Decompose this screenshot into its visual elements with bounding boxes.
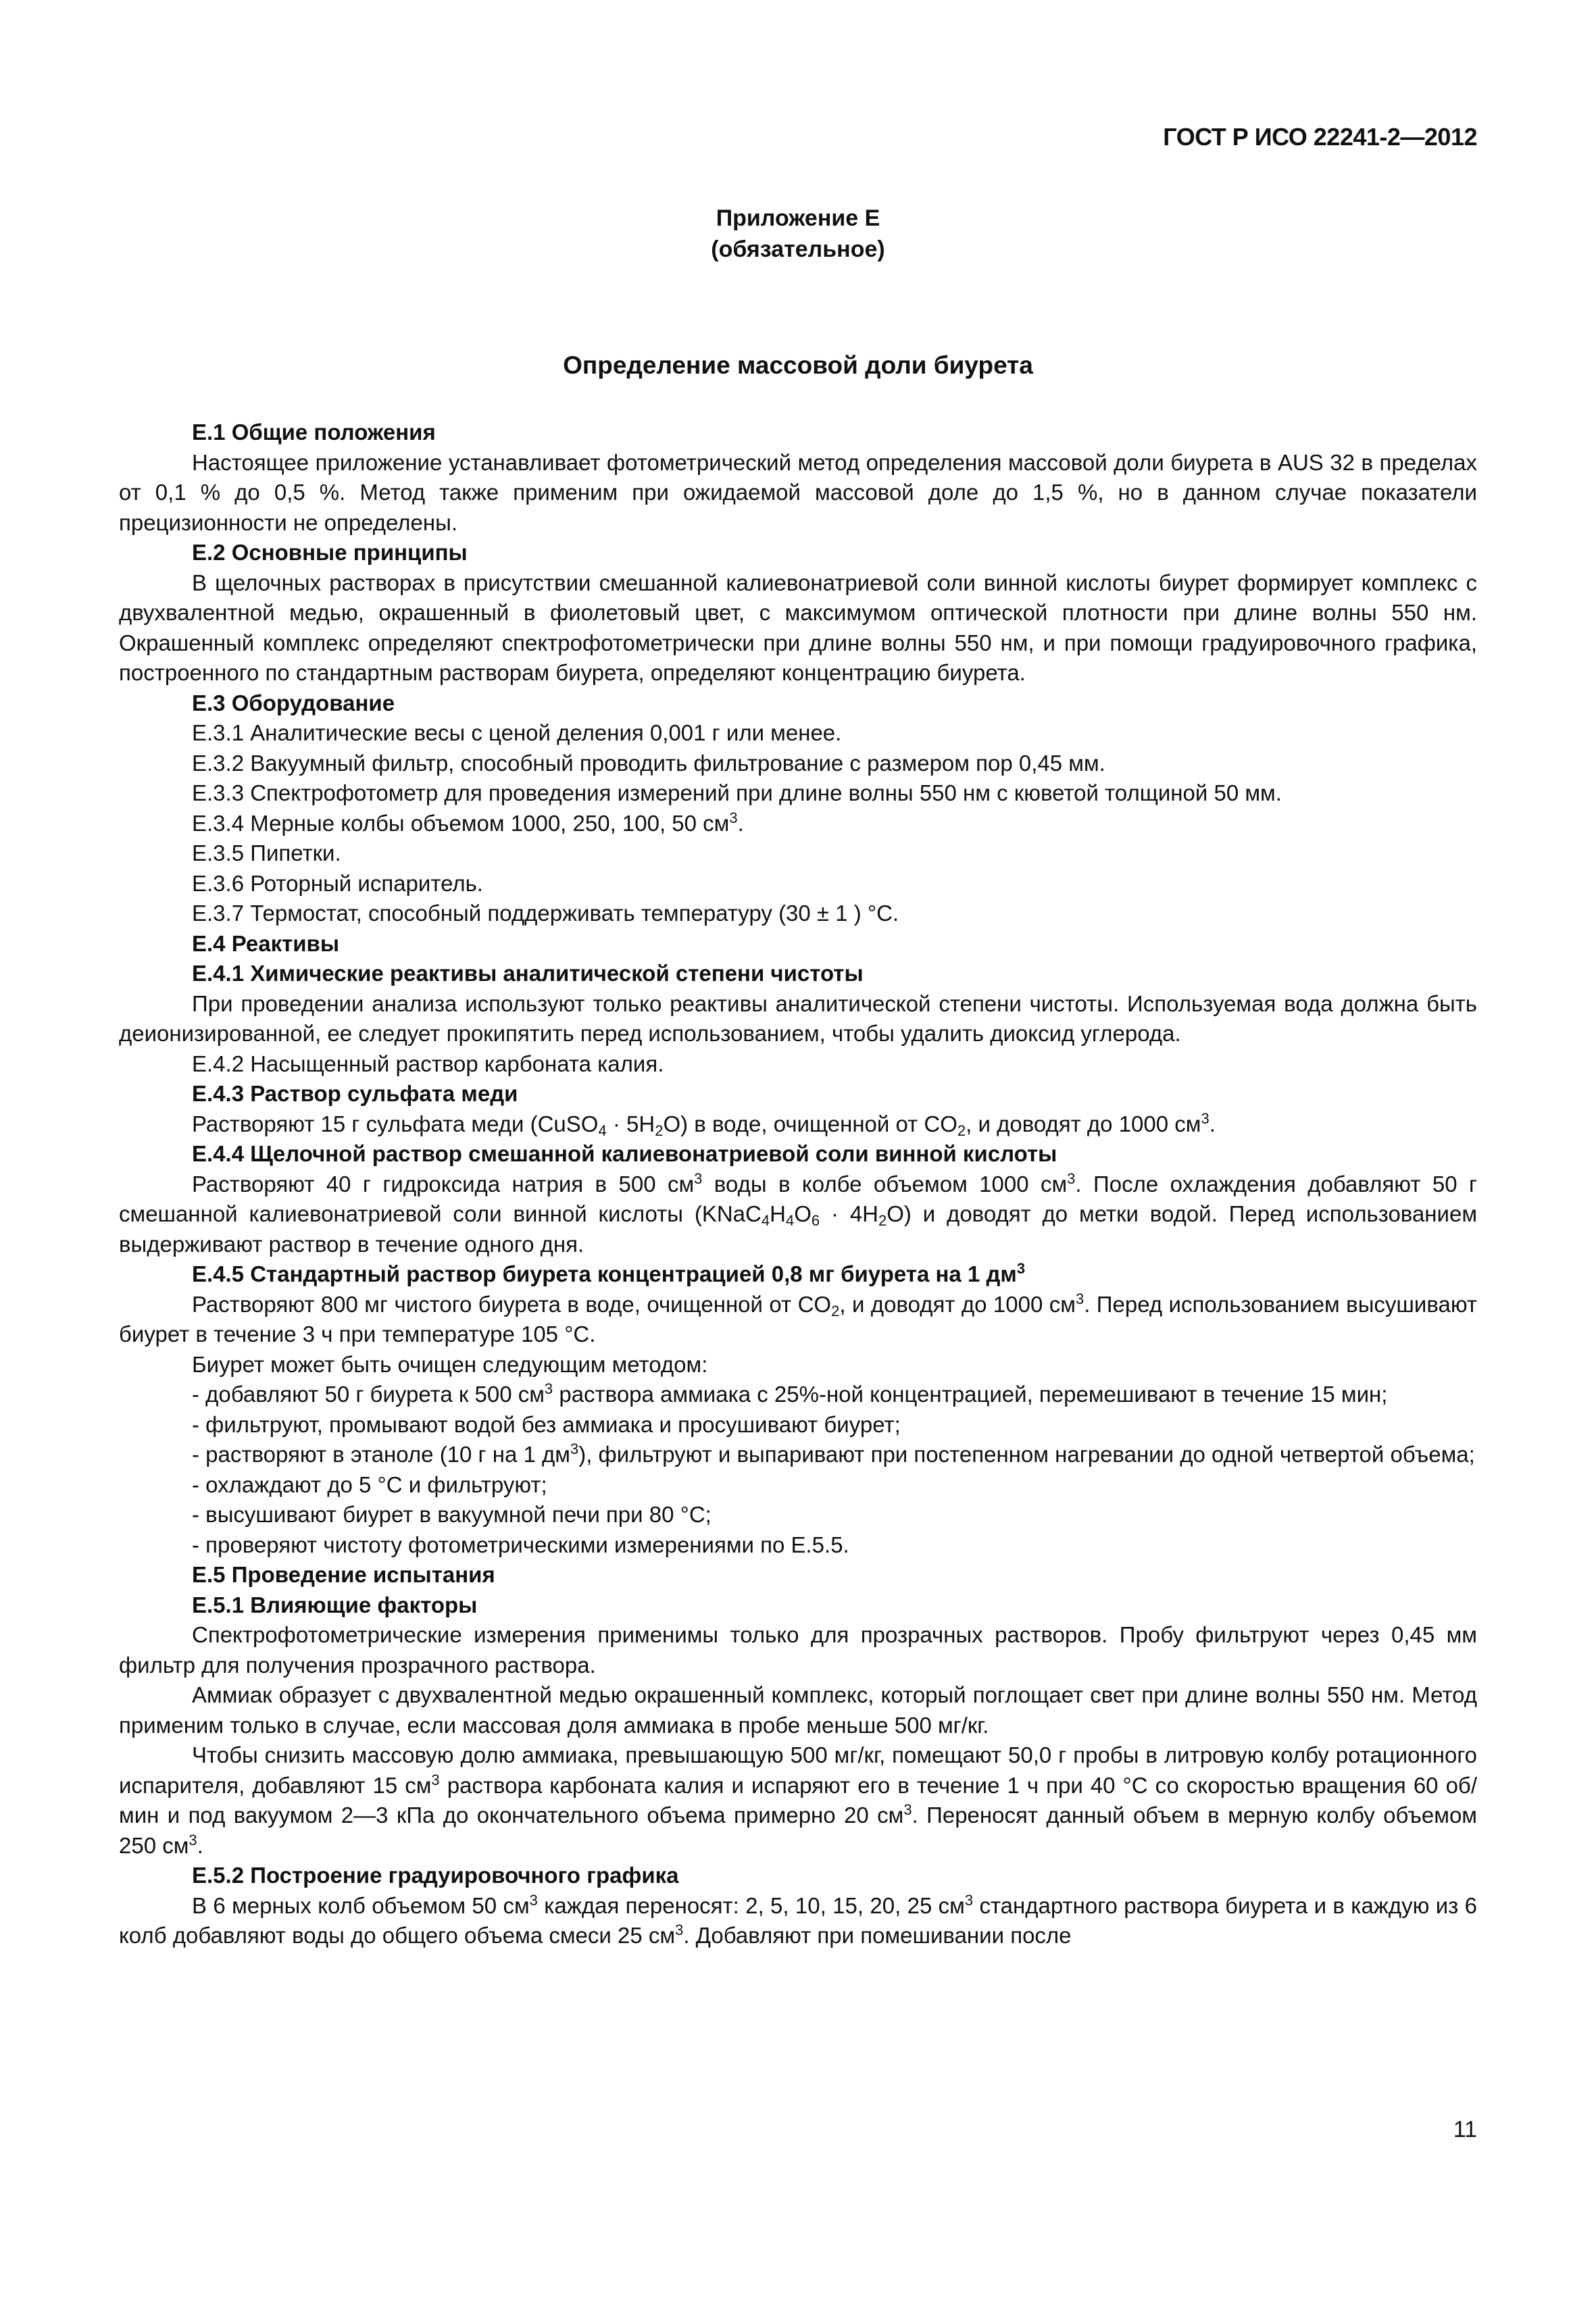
annex-label: Приложение Е: [716, 205, 880, 231]
section-heading-e2: Е.2 Основные принципы: [192, 540, 468, 565]
paragraph-e4-5: Растворяют 800 мг чистого биурета в воде, очищенной от $CO_2$, и доводят до 1000 $см^3$. Перед использованием высушивают биурет в течение 3 ч при температуре 105 °С.: [119, 1290, 1477, 1347]
annex-title: Определение массовой доли биурета: [563, 351, 1033, 379]
section-heading-e4-4: Е.4.4 Щелочной раствор смешанной калиевонатриевой соли винной кислоты: [192, 1141, 1057, 1166]
section-heading-e1: Е.1 Общие положения: [192, 420, 436, 445]
section-heading-e5-2: Е.5.2 Построение градуировочного графика: [192, 1863, 679, 1888]
section-heading-e4-1: Е.4.1 Химические реактивы аналитической степени чистоты: [192, 961, 864, 986]
paragraph-e5-2: В 6 мерных колб объемом 50 $см^3$ каждая переносят: 2, 5, 10, 15, 20, 25 $см^3$ стандартного раствора биурета и в каждую из 6 колб добавляют воды до общего объема смеси 25 $см^3$. Добавляют при помешивании после: [119, 1891, 1477, 1948]
item-e3-3: Е.3.3 Спектрофотометр для проведения измерений при длине волны 550 нм с кюветой толщиной 50 мм.: [192, 780, 1282, 805]
section-heading-e5: Е.5 Проведение испытания: [192, 1562, 495, 1587]
item-e3-6: Е.3.6 Роторный испаритель.: [192, 870, 483, 896]
item-e4-2: Е.4.2 Насыщенный раствор карбоната калия.: [192, 1051, 664, 1076]
list-item: - высушивают биурет в вакуумной печи при 80 °С;: [192, 1502, 712, 1527]
item-e3-7: Е.3.7 Термостат, способный поддерживать температуру (30 ± 1 ) °С.: [192, 901, 899, 926]
page-number: 11: [1453, 2117, 1477, 2142]
section-heading-e4-3: Е.4.3 Раствор сульфата меди: [192, 1081, 518, 1106]
list-item: - растворяют в этаноле (10 г на 1 $дм^3$), фильтруют и выпаривают при постепенном нагревании до одной четвертой объема;: [192, 1440, 1475, 1467]
document-body: [119, 418, 1477, 1951]
item-e3-2: Е.3.2 Вакуумный фильтр, способный проводить фильтрование с размером пор 0,45 мм.: [192, 750, 1105, 776]
paragraph-e1: Настоящее приложение устанавливает фотометрический метод определения массовой доли биурета в AUS 32 в пределах от 0,1 % до 0,5 %. Метод также применим при ожидаемой массовой доле до 1,5 %, но в данном случае показатели прецизионности не определены.: [119, 449, 1477, 535]
standard-code: ГОСТ Р ИСО 22241-2—2012: [1163, 123, 1477, 151]
paragraph-e5-1-a: Спектрофотометрические измерения применимы только для прозрачных растворов. Пробу фильтруют через 0,45 мм фильтр для получения прозрачного раствора.: [119, 1622, 1477, 1678]
annex-header: [0, 203, 1596, 265]
item-e3-4: Е.3.4 Мерные колбы объемом 1000, 250, 100, 50 $см^3$.: [192, 809, 744, 836]
section-heading-e3: Е.3 Оборудование: [192, 690, 395, 715]
item-e3-1: Е.3.1 Аналитические весы с ценой деления 0,001 г или менее.: [192, 720, 842, 745]
section-heading-e4: Е.4 Реактивы: [192, 930, 340, 956]
paragraph-e5-1-b: Аммиак образует с двухвалентной медью окрашенный комплекс, который поглощает свет при длине волны 550 нм. Метод применим только в случае, если массовая доля аммиака в пробе меньше 500 мг/кг.: [119, 1682, 1477, 1738]
paragraph-e4-4: Растворяют 40 г гидроксида натрия в 500 $см^3$ воды в колбе объемом 1000 $см^3$. После охлаждения добавляют 50 г смешанной калиевонатриевой соли винной кислоты $(KNaC_4H_4O_6 \cdot 4H_2O)$ и доводят до метки водой. Перед использованием выдерживают раствор в течение одного дня.: [119, 1169, 1478, 1257]
section-heading-e5-1: Е.5.1 Влияющие факторы: [192, 1592, 478, 1617]
paragraph-e5-1-c: Чтобы снизить массовую долю аммиака, превышающую 500 мг/кг, помещают 50,0 г пробы в литровую колбу ротационного испарителя, добавляют 15 $см^3$ раствора карбоната калия и испаряют его в течение 1 ч при 40 °С со скоростью вращения 60 об/мин и под вакуумом 2—3 кПа до окончательного объема примерно 20 $см^3$. Переносят данный объем в мерную колбу объемом 250 $см^3$.: [119, 1742, 1477, 1858]
section-heading-e4-5: Е.4.5 Стандартный раствор биурета концентрацией 0,8 мг биурета на 1 $дм^3$: [192, 1260, 1026, 1286]
item-e3-5: Е.3.5 Пипетки.: [192, 840, 341, 865]
paragraph-e4-5-method: Биурет может быть очищен следующим методом:: [192, 1351, 708, 1377]
list-item: - охлаждают до 5 °С и фильтруют;: [192, 1472, 547, 1497]
paragraph-e2: В щелочных растворах в присутствии смешанной калиевонатриевой соли винной кислоты биурет формирует комплекс с двухвалентной медью, окрашенный в фиолетовый цвет, с максимумом оптической плотности при длине волны 550 нм. Окрашенный комплекс определяют спектрофотометрически при длине волны 550 нм, и при помощи градуировочного графика, построенного по стандартным растворам биурета, определяют концентрацию биурета.: [119, 570, 1477, 685]
paragraph-e4-1: При проведении анализа используют только реактивы аналитической степени чистоты. Используемая вода должна быть деионизированной, ее следует прокипятить перед использованием, чтобы удалить диоксид углерода.: [119, 990, 1477, 1046]
list-item: - фильтруют, промывают водой без аммиака и просушивают биурет;: [192, 1411, 901, 1437]
annex-status: (обязательное): [711, 236, 885, 262]
paragraph-e4-3: Растворяют 15 г сульфата меди (CuSO$_4$ · $5H_2O$) в воде, очищенной от $CO_2$, и доводят до 1000 $см^3$.: [192, 1109, 1216, 1139]
list-item: - проверяют чистоту фотометрическими измерениями по Е.5.5.: [192, 1532, 849, 1557]
list-item: - добавляют 50 г биурета к 500 $см^3$ раствора аммиака с 25%-ной концентрацией, перемешивают в течение 15 мин;: [192, 1380, 1388, 1407]
